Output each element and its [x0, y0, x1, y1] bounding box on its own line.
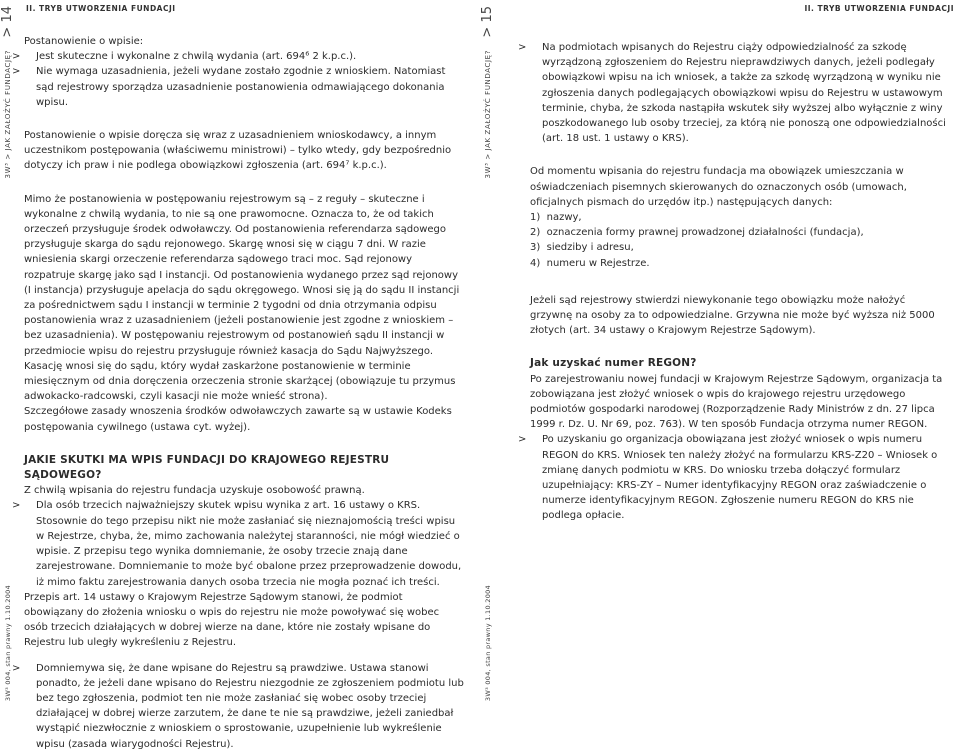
right-side-footer: 3W³ 004, stan prawny 1.10.2004	[484, 584, 492, 701]
left-side-section-label: 3W³ > JAK ZAŁOŻYĆ FUNDACJĘ?	[4, 50, 12, 179]
paragraph-doreczenie: Postanowienie o wpisie doręcza się wraz z uzasadnieniem wnioskodawcy, a innym uczestnikom postępowania (właściwemu ministrowi) – tylko wtedy, gdy bezpośrednio dotyczy ich praw i nie podlega obowiązkowi zgłoszenia (art. 694⁷ k.p.c.).	[24, 130, 452, 172]
right-side-strip	[480, 0, 502, 707]
left-page	[0, 0, 480, 750]
section-heading-skutki: JAKIE SKUTKI MA WPIS FUNDACJI DO KRAJOWEGO REJESTRU SĄDOWEGO?	[24, 453, 390, 482]
list-item: 2) oznaczenia formy prawnej prowadzonej działalności (fundacja),	[530, 227, 864, 239]
paragraph-obowiazek: Od momentu wpisania do rejestru fundacja ma obowiązek umieszczania w oświadczeniach pisemnych skierowanych do oznaczonych osób (umowach, oficjalnych pismach do urzędów itp.) następujących danych:	[530, 166, 907, 208]
left-content	[12, 34, 464, 752]
page-arrow: >	[0, 26, 15, 38]
paragraph-zazalenie: Mimo że postanowienia w postępowaniu rejestrowym są – z reguły – skuteczne i wykonalne z chwilą wydania, to nie są one prawomocne. Oznacza to, że od takich orzeczeń przysługuje środek odwoławczy. Od postanowienia referendarza sądowego przysługuje skarga do sądu rejonowego. Skargę wnosi się w ciągu 7 dni. W razie wniesienia skargi orzeczenie referendarza sądowego traci moc. Sąd rejonowy rozpatruje skargę jako sąd I instancji. Od postanowienia wydanego przez sąd rejonowy (I instancja) przysługuje apelacja do sądu okręgowego. Wnosi się ją do sądu II instancji za pośrednictwem sądu I instancji w terminie 2 tygodni od dnia otrzymania odpisu postanowienia wraz z uzasadnieniem (jeżeli postanowienie jest zgodne z wnioskiem – bez uzasadnienia). W postępowaniu rejestrowym od postanowień sądu II instancji w przedmiocie wpisu do rejestru przysługuje również kasacja do Sądu Najwyższego. Kasację wnosi się do sądu, który wydał zaskarżone postanowienie w terminie miesięcznym od dnia doręczenia orzeczenia stronie skarżącej (obowiązuje tu przymus adwokacko-radcowski, czyli kasacji nie może wnieść strona).	[24, 193, 460, 403]
paragraph-regon: Po zarejestrowaniu nowej fundacji w Krajowym Rejestrze Sądowym, organizacja ta zobowiązana jest złożyć wniosek o wpis do krajowego rejestru urzędowego podmiotów gospodarki narodowej (Rozporządzenie Rady Ministrów z dn. 27 lipca 1999 r. Dz. U. Nr 69, poz. 763). W ten sposób Fundacja otrzyma numer REGON.	[530, 373, 943, 431]
left-side-strip	[0, 0, 22, 707]
list-item: 1) nazwy,	[530, 212, 582, 224]
left-running-head: II. TRYB UTWORZENIA FUNDACJI	[26, 4, 176, 13]
left-side-footer: 3W³ 004, stan prawny 1.10.2004	[4, 584, 12, 701]
paragraph-grzywna: Jeżeli sąd rejestrowy stwierdzi niewykonanie tego obowiązku może nałożyć grzywnę na osoby za to odpowiedzialne. Grzywna nie może być wyższa niż 5000 złotych (art. 34 ustawy o Krajowym Rejestrze Sądowym).	[530, 294, 935, 337]
bullet-item: > Na podmiotach wpisanych do Rejestru ciąży odpowiedzialność za szkodę wyrządzoną zgłoszeniem do Rejestru nieprawdziwych danych, jeżeli podlegały obowiązkowi wpisu na ich wniosek, a także za szkodę wyrządzoną w wyniku nie zgłoszenia danych podlegających obowiązkowi wpisu do Rejestru w ustawowym terminie, chyba, że szkoda nastąpiła wskutek siły wyższej albo wyłącznie z winy poszkodowanego lub osoby trzeciej, za którą nie ponoszą one odpowiedzialności (art. 18 ust. 1 ustawy o KRS).	[518, 42, 946, 145]
right-side-section-label: 3W³ > JAK ZAŁOŻYĆ FUNDACJĘ?	[484, 50, 492, 179]
right-content	[518, 40, 948, 524]
left-page-number: > 14	[0, 6, 15, 38]
list-item: 3) siedziby i adresu,	[530, 242, 634, 254]
bullet-item: > Nie wymaga uzasadnienia, jeżeli wydane zostało zgodnie z wnioskiem. Natomiast sąd rejestrowy sporządza uzasadnienie postanowienia odmawiającego dokonania wpisu.	[12, 66, 446, 108]
bullet-item: > Domniemywa się, że dane wpisane do Rejestru są prawdziwe. Ustawa stanowi ponadto, że jeżeli dane wpisano do Rejestru niezgodnie ze zgłoszeniem podmiotu lub bez tego zgłoszenia, podmiot ten nie może zasłaniać się wobec osoby trzeciej działającej w dobrej wierze zarzutem, że dane te nie są prawdziwe, jeżeli zaniedbał wystąpić niezwłocznie z wnioskiem o sprostowanie, uzupełnienie lub wykreślenie wpisu (zasada wiarygodności Rejestru).	[12, 662, 464, 750]
right-page-number: > 15	[480, 6, 495, 38]
list-item: 4) numeru w Rejestrze.	[530, 257, 650, 269]
paragraph-art14: Przepis art. 14 ustawy o Krajowym Rejestrze Sądowym stanowi, że podmiot obowiązany do złożenia wniosku o wpis do rejestru nie może powoływać się wobec osób trzecich działających w dobrej wierze na dane, które nie zostały wpisane do Rejestru lub uległy wykreśleniu z Rejestru.	[24, 591, 440, 649]
paragraph-koszty: Szczegółowe zasady wnoszenia środków odwoławczych zawarte są w ustawie Kodeks postępowania cywilnego (ustawa cyt. wyżej).	[24, 406, 452, 433]
right-running-head: II. TRYB UTWORZENIA FUNDACJI	[804, 4, 954, 13]
page-arrow: >	[480, 26, 495, 38]
required-data-list	[530, 210, 948, 271]
bullet-item: > Dla osób trzecich najważniejszy skutek wpisu wynika z art. 16 ustawy o KRS. Stosownie do tego przepisu nikt nie może zasłaniać się nieznajomością treści wpisu w Rejestrze, chyba, że, mimo zachowania należytej staranności, nie mógł wiedzieć o wpisie. Z przepisu tego wynika domniemanie, że osoby trzecie znają dane zarejestrowane. Domniemanie to może być obalone przez przeprowadzenie dowodu, iż mimo faktu zarejestrowania danych osoba trzecia nie mogła poznać ich treści.	[12, 500, 462, 588]
paragraph-osobowosc: Z chwilą wpisania do rejestru fundacja uzyskuje osobowość prawną.	[24, 485, 365, 497]
section-heading-regon: Jak uzyskać numer REGON?	[530, 357, 697, 370]
right-page	[480, 0, 960, 707]
intro-text: Postanowienie o wpisie:	[24, 36, 144, 47]
bullet-item: > Po uzyskaniu go organizacja obowiązana jest złożyć wniosek o wpis numeru REGON do KRS. Wniosek ten należy złożyć na formularzu KRS-Z20 – Wniosek o zmianę danych podmiotu w KRS. Do wniosku trzeba dołączyć formularz uzupełniający: KRS-ZY – Numer identyfikacyjny REGON oraz zaświadczenie o numerze identyfikacyjnym REGON. Zgłoszenie numeru REGON do KRS nie podlega opłacie.	[518, 434, 938, 522]
bullet-item: > Jest skuteczne i wykonalne z chwilą wydania (art. 694⁶ 2 k.p.c.).	[12, 51, 357, 63]
